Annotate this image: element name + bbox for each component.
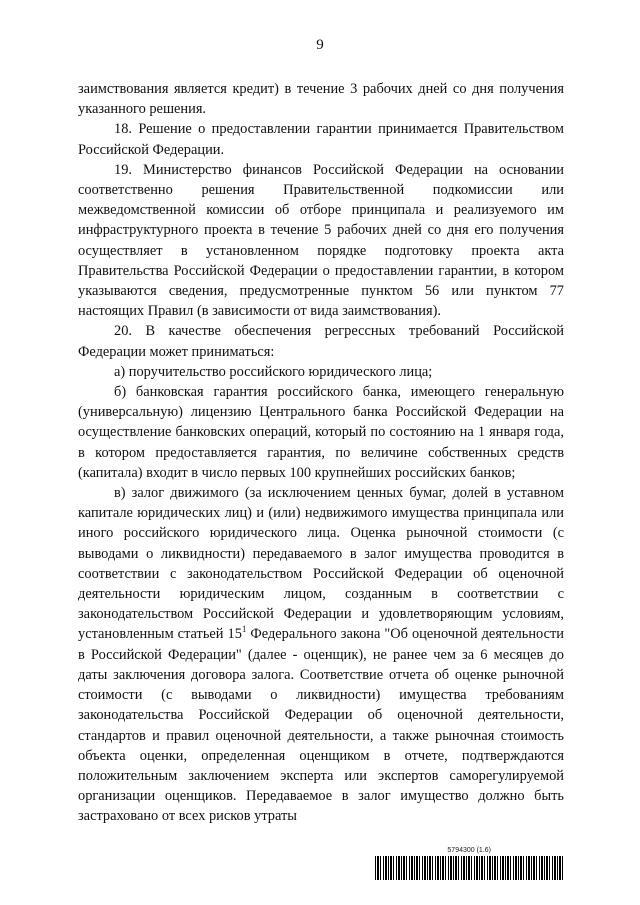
paragraph-20-v-part1: в) залог движимого (за исключением ценных бумаг, долей в уставном капитале юридических лиц) и (или) недвижимого имущества принципала или иного российского юридического лица. Оценка рыночной стоимости (с выводами о ликвидности) передаваемого в залог имущества проводится в соответствии с законодательством Российской Федерации об оценочной деятельности юридическим лицом, созданным в соответствии с законодательством Российской Федерации и удовлетворяющим условиям, установленным статьей 15: [78, 485, 564, 643]
paragraph-continuation: заимствования является кредит) в течение 3 рабочих дней со дня получения указанного решения.: [78, 81, 564, 118]
barcode-icon: [375, 856, 563, 880]
paragraph-18: 18. Решение о предоставлении гарантии принимается Правительством Российской Федерации.: [78, 121, 564, 158]
paragraph-20-v: [78, 483, 564, 826]
paragraph-19: 19. Министерство финансов Российской Федерации на основании соответственно решения Правительственной подкомиссии или межведомственной комиссии об отборе принципала и реализуемого им инфраструктурного проекта в течение 5 рабочих дней со дня его получения осуществляет в установленном порядке подготовку проекта акта Правительства Российской Федерации о предоставлении гарантии, в котором указываются сведения, предусмотренные пунктом 56 или пунктом 77 настоящих Правил (в зависимости от вида заимствования).: [78, 161, 564, 320]
superscript-marker: 1: [241, 624, 247, 635]
paragraph-20: 20. В качестве обеспечения регрессных требований Российской Федерации может приниматься:: [78, 323, 564, 360]
body-text: [78, 79, 564, 827]
paragraph-20-b: б) банковская гарантия российского банка, имеющего генеральную (универсальную) лицензию Центрального банка Российской Федерации на осуществление банковских операций, который по состоянию на 1 января года, в котором предоставляется гарантия, по величине собственных средств (капитала) входит в число первых 100 крупнейших российских банков;: [78, 384, 564, 481]
page-footer: [375, 846, 563, 882]
page-number: 9: [316, 37, 324, 53]
paragraph-20-v-part2: Федерального закона "Об оценочной деятельности в Российской Федерации" (далее - оценщик), не ранее чем за 6 месяцев до даты заключения договора залога. Соответствие отчета об оценке рыночной стоимости (с выводами о ликвидности) имущества требованиям законодательства Российской Федерации об оценочной деятельности, стандартов и правил оценочной деятельности, а также рыночная стоимость объекта оценки, определенная оценщиком в отчете, подтверждаются положительным заключением эксперта или экспертов саморегулируемой организации оценщиков. Передаваемое в залог имущество должно быть застраховано от всех рисков утраты: [78, 626, 564, 825]
paragraph-20-a: а) поручительство российского юридического лица;: [114, 363, 433, 380]
document-code: 5794300 (1.6): [447, 847, 491, 854]
